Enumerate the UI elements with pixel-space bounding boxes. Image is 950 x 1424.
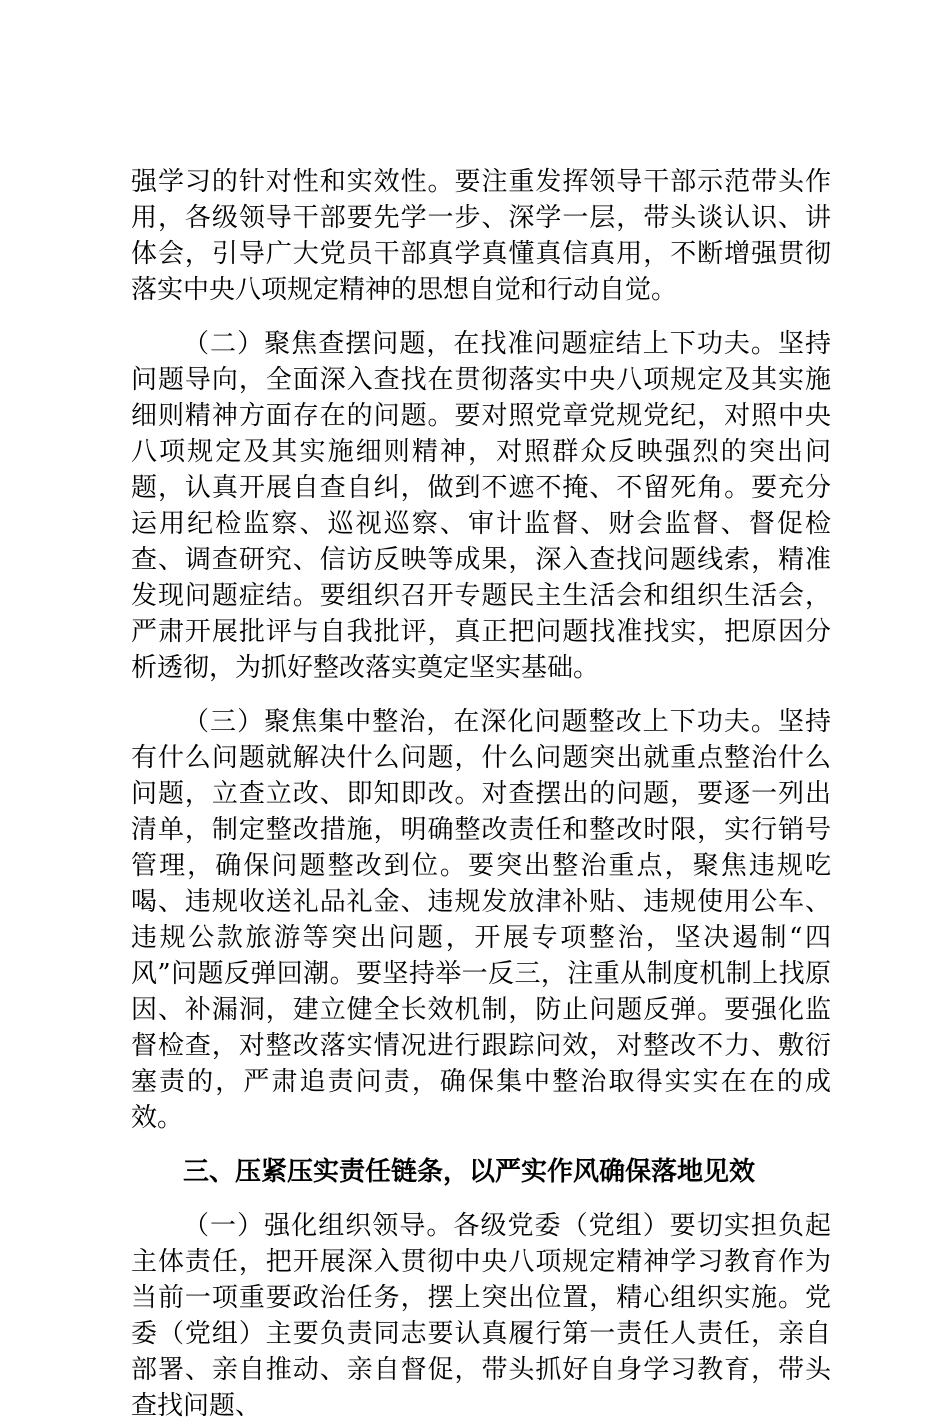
- paragraph-organization-leadership: （一）强化组织领导。各级党委（党组）要切实担负起主体责任，把开展深入贯彻中央八项规定精神学习教育作为当前一项重要政治任务，摆上突出位置，精心组织实施。党委（党组）主要负责同志要认真履行第一责任人责任，亲自部署、亲自推动、亲自督促，带头抓好自身学习教育，带头查找问题、: [131, 1211, 831, 1421]
- paragraph-section-3: （三）聚焦集中整治，在深化问题整改上下功夫。坚持有什么问题就解决什么问题，什么问题突出就重点整治什么问题，立查立改、即知即改。对查摆出的问题，要逐一列出清单，制定整改措施，明确整改责任和整改时限，实行销号管理，确保问题整改到位。要突出整治重点，聚焦违规吃喝、违规收送礼品礼金、违规发放津补贴、违规使用公车、违规公款旅游等突出问题，开展专项整治，坚决遏制“四风”问题反弹回潮。要坚持举一反三，注重从制度机制上找原因、补漏洞，建立健全长效机制，防止问题反弹。要强化监督检查，对整改落实情况进行跟踪问效，对整改不力、敷衍塞责的，严肃追责问责，确保集中整治取得实实在在的成效。: [131, 707, 831, 1133]
- paragraph-continuation: 强学习的针对性和实效性。要注重发挥领导干部示范带头作用，各级领导干部要先学一步、深学一层，带头谈认识、讲体会，引导广大党员干部真学真懂真信真用，不断增强贯彻落实中央八项规定精神的思想自觉和行动自觉。: [131, 167, 831, 305]
- paragraph-section-2: （二）聚焦查摆问题，在找准问题症结上下功夫。坚持问题导向，全面深入查找在贯彻落实中央八项规定及其实施细则精神方面存在的问题。要对照党章党规党纪，对照中央八项规定及其实施细则精神，对照群众反映强烈的突出问题，认真开展自查自纠，做到不遮不掩、不留死角。要充分运用纪检监察、巡视巡察、审计监督、财会监督、督促检查、调查研究、信访反映等成果，深入查找问题线索，精准发现问题症结。要组织召开专题民主生活会和组织生活会，严肃开展批评与自我批评，真正把问题找准找实，把原因分析透彻，为抓好整改落实奠定坚实基础。: [131, 329, 831, 683]
- document-body: [131, 164, 831, 1424]
- section-heading: 三、压紧压实责任链条，以严实作风确保落地见效: [183, 1157, 756, 1187]
